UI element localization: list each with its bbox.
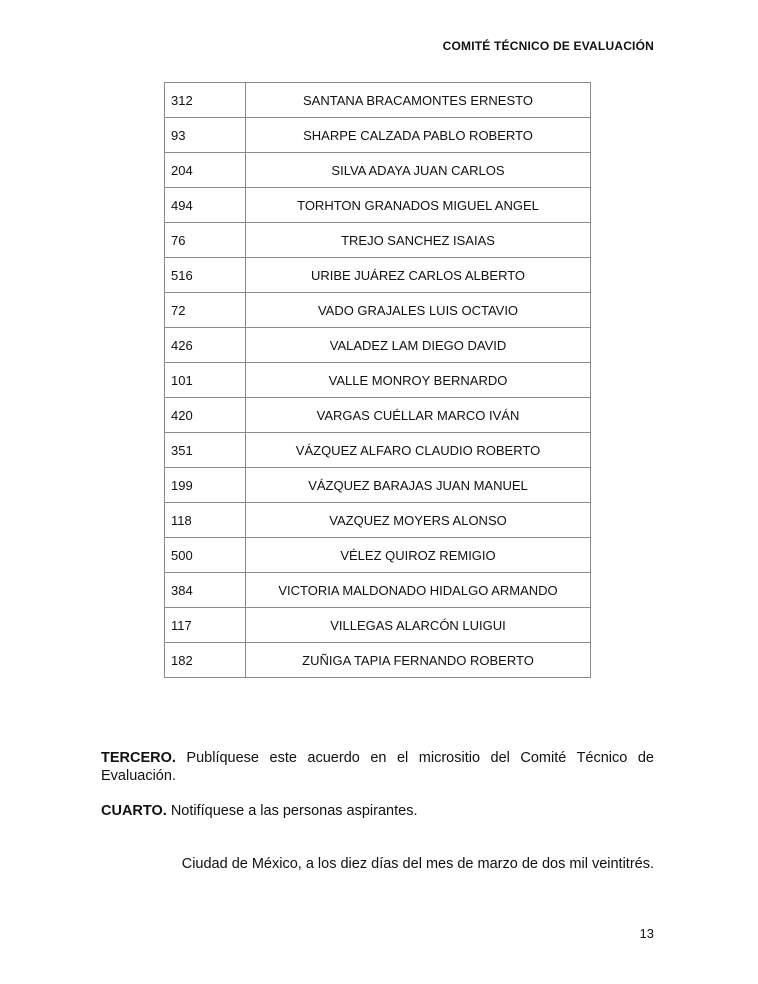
candidate-name: VAZQUEZ MOYERS ALONSO <box>246 503 591 538</box>
table-row <box>165 468 591 503</box>
candidate-number: 93 <box>165 118 246 153</box>
tercero-text: Publíquese este acuerdo en el micrositio del Comité Técnico de Evaluación. <box>101 750 654 784</box>
page-number: 13 <box>639 926 654 941</box>
table-row <box>165 188 591 223</box>
page-header-title: COMITÉ TÉCNICO DE EVALUACIÓN <box>442 39 654 53</box>
table-row <box>165 83 591 118</box>
candidate-number: 76 <box>165 223 246 258</box>
candidate-name: VÁZQUEZ ALFARO CLAUDIO ROBERTO <box>246 433 591 468</box>
paragraph-tercero <box>101 749 654 785</box>
candidate-number: 182 <box>165 643 246 678</box>
table-row <box>165 118 591 153</box>
candidate-number: 117 <box>165 608 246 643</box>
candidate-name: SHARPE CALZADA PABLO ROBERTO <box>246 118 591 153</box>
candidate-name: VICTORIA MALDONADO HIDALGO ARMANDO <box>246 573 591 608</box>
candidate-name: VILLEGAS ALARCÓN LUIGUI <box>246 608 591 643</box>
candidates-table-body <box>165 83 591 678</box>
paragraph-cuarto <box>101 802 654 820</box>
cuarto-text: Notifíquese a las personas aspirantes. <box>166 803 418 819</box>
candidate-name: VÁZQUEZ BARAJAS JUAN MANUEL <box>246 468 591 503</box>
table-row <box>165 223 591 258</box>
candidate-name: VÉLEZ QUIROZ REMIGIO <box>246 538 591 573</box>
table-row <box>165 608 591 643</box>
candidate-name: VALLE MONROY BERNARDO <box>246 363 591 398</box>
candidate-number: 72 <box>165 293 246 328</box>
place-and-date: Ciudad de México, a los diez días del mes de marzo de dos mil veintitrés. <box>181 856 654 872</box>
table-row <box>165 538 591 573</box>
table-row <box>165 258 591 293</box>
candidate-number: 199 <box>165 468 246 503</box>
candidate-number: 204 <box>165 153 246 188</box>
table-row <box>165 153 591 188</box>
table-row <box>165 433 591 468</box>
candidate-name: VARGAS CUÉLLAR MARCO IVÁN <box>246 398 591 433</box>
table-row <box>165 398 591 433</box>
candidate-number: 500 <box>165 538 246 573</box>
candidate-name: SILVA ADAYA JUAN CARLOS <box>246 153 591 188</box>
table-row <box>165 328 591 363</box>
candidate-number: 494 <box>165 188 246 223</box>
candidate-number: 426 <box>165 328 246 363</box>
candidate-number: 101 <box>165 363 246 398</box>
table-row <box>165 643 591 678</box>
candidate-name: ZUÑIGA TAPIA FERNANDO ROBERTO <box>246 643 591 678</box>
candidate-number: 118 <box>165 503 246 538</box>
candidate-name: VALADEZ LAM DIEGO DAVID <box>246 328 591 363</box>
table-row <box>165 363 591 398</box>
table-row <box>165 293 591 328</box>
candidate-number: 420 <box>165 398 246 433</box>
table-row <box>165 503 591 538</box>
candidate-number: 384 <box>165 573 246 608</box>
candidates-table <box>164 82 591 678</box>
candidate-name: TREJO SANCHEZ ISAIAS <box>246 223 591 258</box>
candidate-name: URIBE JUÁREZ CARLOS ALBERTO <box>246 258 591 293</box>
candidate-number: 351 <box>165 433 246 468</box>
table-row <box>165 573 591 608</box>
cuarto-label: CUARTO. <box>101 803 167 819</box>
candidate-number: 312 <box>165 83 246 118</box>
candidate-name: TORHTON GRANADOS MIGUEL ANGEL <box>246 188 591 223</box>
candidate-number: 516 <box>165 258 246 293</box>
candidate-name: VADO GRAJALES LUIS OCTAVIO <box>246 293 591 328</box>
tercero-label: TERCERO. <box>101 750 176 766</box>
candidate-name: SANTANA BRACAMONTES ERNESTO <box>246 83 591 118</box>
